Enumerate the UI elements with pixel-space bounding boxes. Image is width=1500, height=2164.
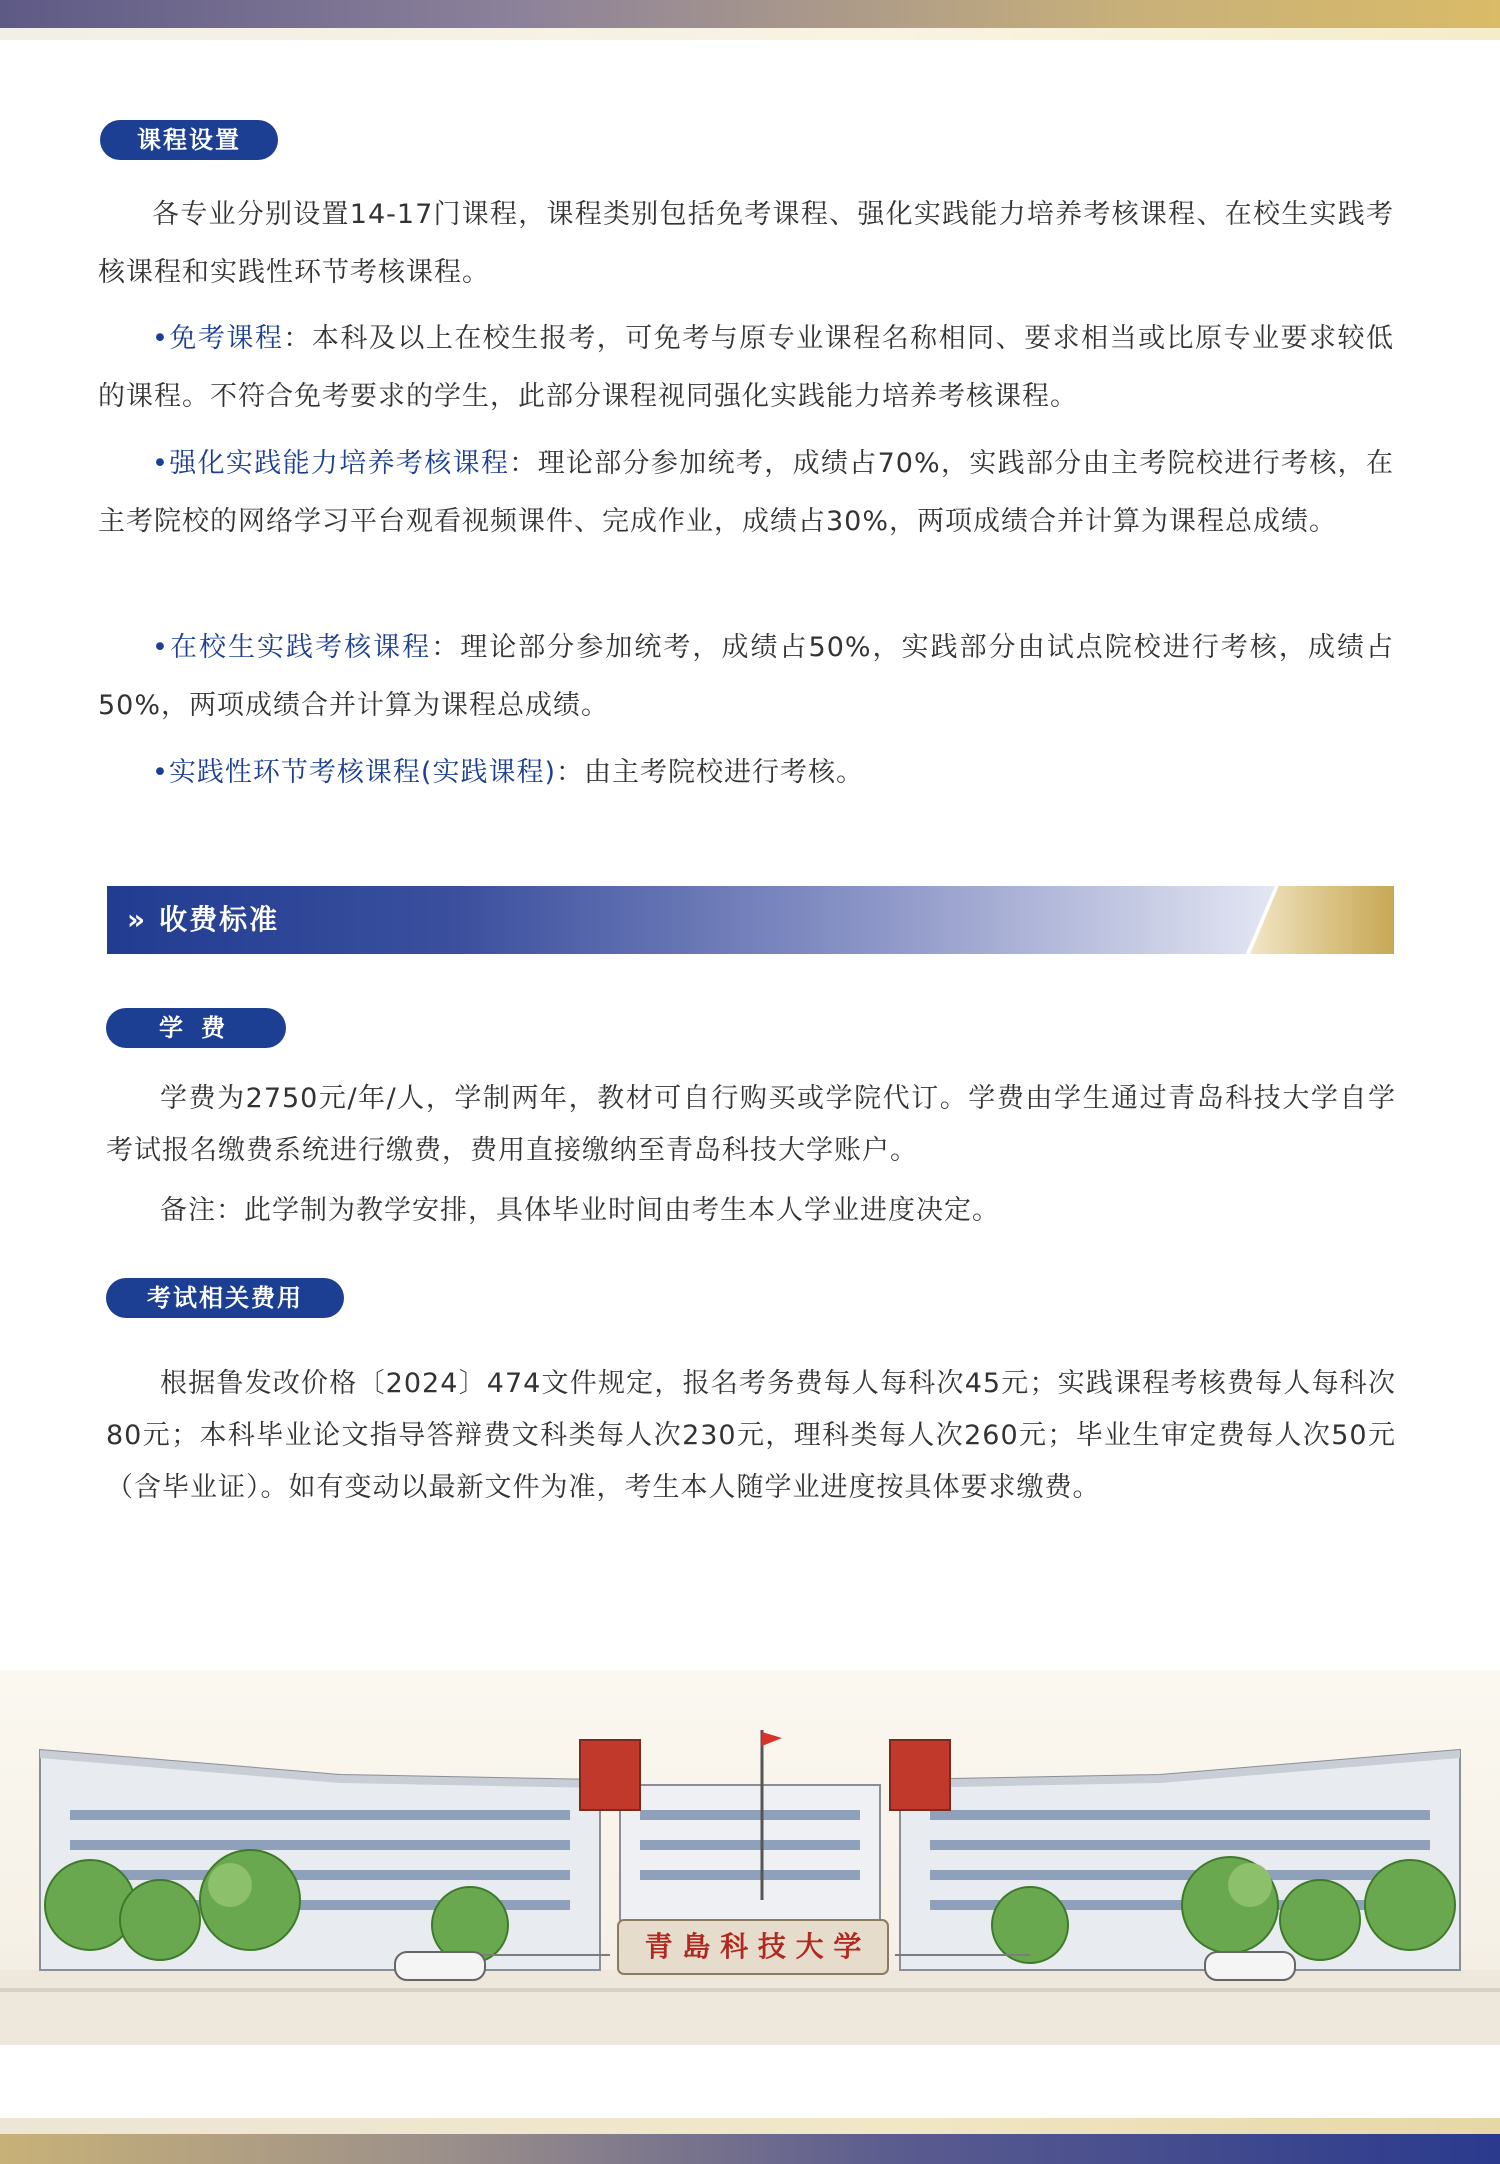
- campus-illustration: [0, 1670, 1500, 2045]
- course-item-label: •在校生实践考核课程: [152, 632, 432, 663]
- course-settings-badge: 课程设置: [100, 120, 278, 160]
- course-item-practical-link: [98, 744, 1394, 802]
- course-item-label: •实践性环节考核课程(实践课程): [152, 757, 556, 788]
- fees-section-title: [127, 886, 279, 954]
- course-item-exempt: [98, 310, 1394, 426]
- course-settings-intro: 各专业分别设置14-17门课程，课程类别包括免考课程、强化实践能力培养考核课程、在校生实践考核课程和实践性环节考核课程。: [98, 199, 1394, 288]
- course-item-text: ：本科及以上在校生报考，可免考与原专业课程名称相同、要求相当或比原专业要求较低的课程。不符合免考要求的学生，此部分课程视同强化实践能力培养考核课程。: [98, 323, 1394, 412]
- course-item-student-practice: [98, 619, 1394, 735]
- course-item-text: ：由主考院校进行考核。: [556, 757, 864, 788]
- banner-gold-accent: [1250, 886, 1394, 954]
- tuition-note: 备注：此学制为教学安排，具体毕业时间由考生本人学业进度决定。: [160, 1195, 1000, 1226]
- tuition-text: 学费为2750元/年/人，学制两年，教材可自行购买或学院代订。学费由学生通过青岛科技大学自学考试报名缴费系统进行缴费，费用直接缴纳至青岛科技大学账户。: [106, 1083, 1396, 1166]
- exam-fees-badge: 考试相关费用: [106, 1278, 344, 1318]
- fees-section-banner: [107, 886, 1394, 954]
- campus-drawing: [0, 1670, 1500, 2045]
- exam-fees-text: 根据鲁发改价格〔2024〕474文件规定，报名考务费每人每科次45元；实践课程考核费每人每科次80元；本科毕业论文指导答辩费文科类每人次230元，理科类每人次260元；毕业生审定费每人次50元（含毕业证）。如有变动以最新文件为准，考生本人随学业进度按具体要求缴费。: [106, 1368, 1396, 1503]
- course-item-label: •强化实践能力培养考核课程: [152, 448, 510, 479]
- course-item-practice-enhanced: [98, 435, 1394, 551]
- bottom-decor-band-light: [0, 2118, 1500, 2134]
- tuition-badge: 学费: [106, 1008, 286, 1048]
- course-item-text: ：理论部分参加统考，成绩占70%，实践部分由主考院校进行考核，在主考院校的网络学习平台观看视频课件、完成作业，成绩占30%，两项成绩合并计算为课程总成绩。: [98, 448, 1394, 537]
- course-item-label: •免考课程: [152, 323, 284, 354]
- top-decor-band: [0, 0, 1500, 28]
- banner-gradient: [107, 886, 1275, 954]
- campus-gate-sign: 青 島 科 技 大 学: [644, 1930, 862, 1963]
- fees-section-title-text: 收费标准: [159, 903, 280, 936]
- course-item-text: ：理论部分参加统考，成绩占50%，实践部分由试点院校进行考核，成绩占50%，两项成绩合并计算为课程总成绩。: [98, 632, 1394, 721]
- chevron-right-icon: »: [127, 903, 148, 936]
- bottom-decor-band: [0, 2134, 1500, 2164]
- top-decor-band-light: [0, 28, 1500, 40]
